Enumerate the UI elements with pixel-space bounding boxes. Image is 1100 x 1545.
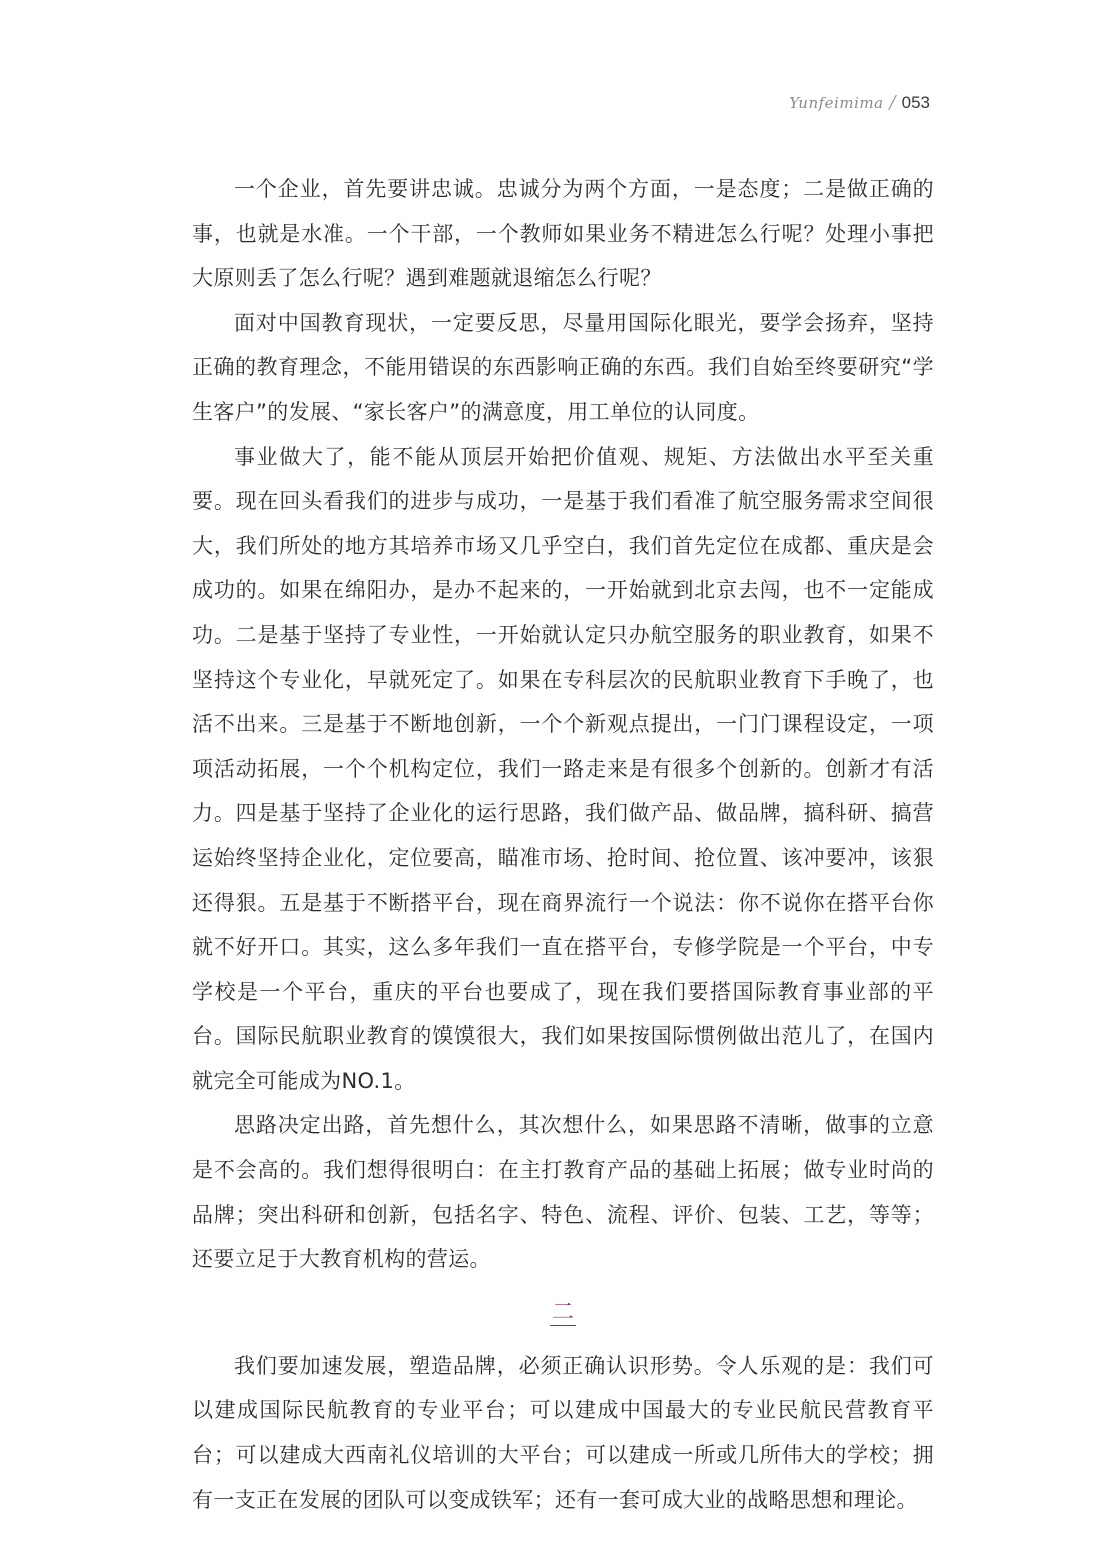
section2-paragraph-1: 我们要加速发展，塑造品牌，必须正确认识形势。令人乐观的是：我们可以建成国际民航教育的专业平台；可以建成中国最大的专业民航民营教育平台；可以建成大西南礼仪培训的大平台；可以建成一所或几所伟大的学校；拥有一支正在发展的团队可以变成铁军；还有一套可成大业的战略思想和理论。	[192, 1353, 934, 1512]
paragraph-1: 一个企业，首先要讲忠诚。忠诚分为两个方面，一是态度；二是做正确的事，也就是水准。一个干部，一个教师如果业务不精进怎么行呢？处理小事把大原则丢了怎么行呢？遇到难题就退缩怎么行呢？	[192, 177, 934, 291]
section-marker	[192, 1282, 934, 1344]
page-content	[192, 167, 934, 1522]
header-brand: Yunfeimima	[789, 94, 884, 112]
paragraph-2: 面对中国教育现状，一定要反思，尽量用国际化眼光，要学会扬弃，坚持正确的教育理念，不能用错误的东西影响正确的东西。我们自始至终要研究“学生客户”的发展、“家长客户”的满意度，用工单位的认同度。	[192, 310, 934, 424]
page-number: 053	[901, 93, 930, 112]
header-separator: /	[889, 92, 896, 113]
paragraph-3: 事业做大了，能不能从顶层开始把价值观、规矩、方法做出水平至关重要。现在回头看我们的进步与成功，一是基于我们看准了航空服务需求空间很大，我们所处的地方其培养市场又几乎空白，我们首先定位在成都、重庆是会成功的。如果在绵阳办，是办不起来的，一开始就到北京去闯，也不一定能成功。二是基于坚持了专业性，一开始就认定只办航空服务的职业教育，如果不坚持这个专业化，早就死定了。如果在专科层次的民航职业教育下手晚了，也活不出来。三是基于不断地创新，一个个新观点提出，一门门课程设定，一项项活动拓展，一个个机构定位，我们一路走来是有很多个创新的。创新才有活力。四是基于坚持了企业化的运行思路，我们做产品、做品牌，搞科研、搞营运始终坚持企业化，定位要高，瞄准市场、抢时间、抢位置、该冲要冲，该狠还得狠。五是基于不断搭平台，现在商界流行一个说法：你不说你在搭平台你就不好开口。其实，这么多年我们一直在搭平台，专修学院是一个平台，中专学校是一个平台，重庆的平台也要成了，现在我们要搭国际教育事业部的平台。国际民航职业教育的馍馍很大，我们如果按国际惯例做出范儿了，在国内就完全可能成为NO.1。	[192, 444, 934, 1093]
page-header	[789, 92, 930, 113]
paragraph-4: 思路决定出路，首先想什么，其次想什么，如果思路不清晰，做事的立意是不会高的。我们想得很明白：在主打教育产品的基础上拓展；做专业时尚的品牌；突出科研和创新，包括名字、特色、流程、评价、包装、工艺，等等；还要立足于大教育机构的营运。	[192, 1113, 934, 1272]
section-number: 二	[551, 1299, 574, 1325]
